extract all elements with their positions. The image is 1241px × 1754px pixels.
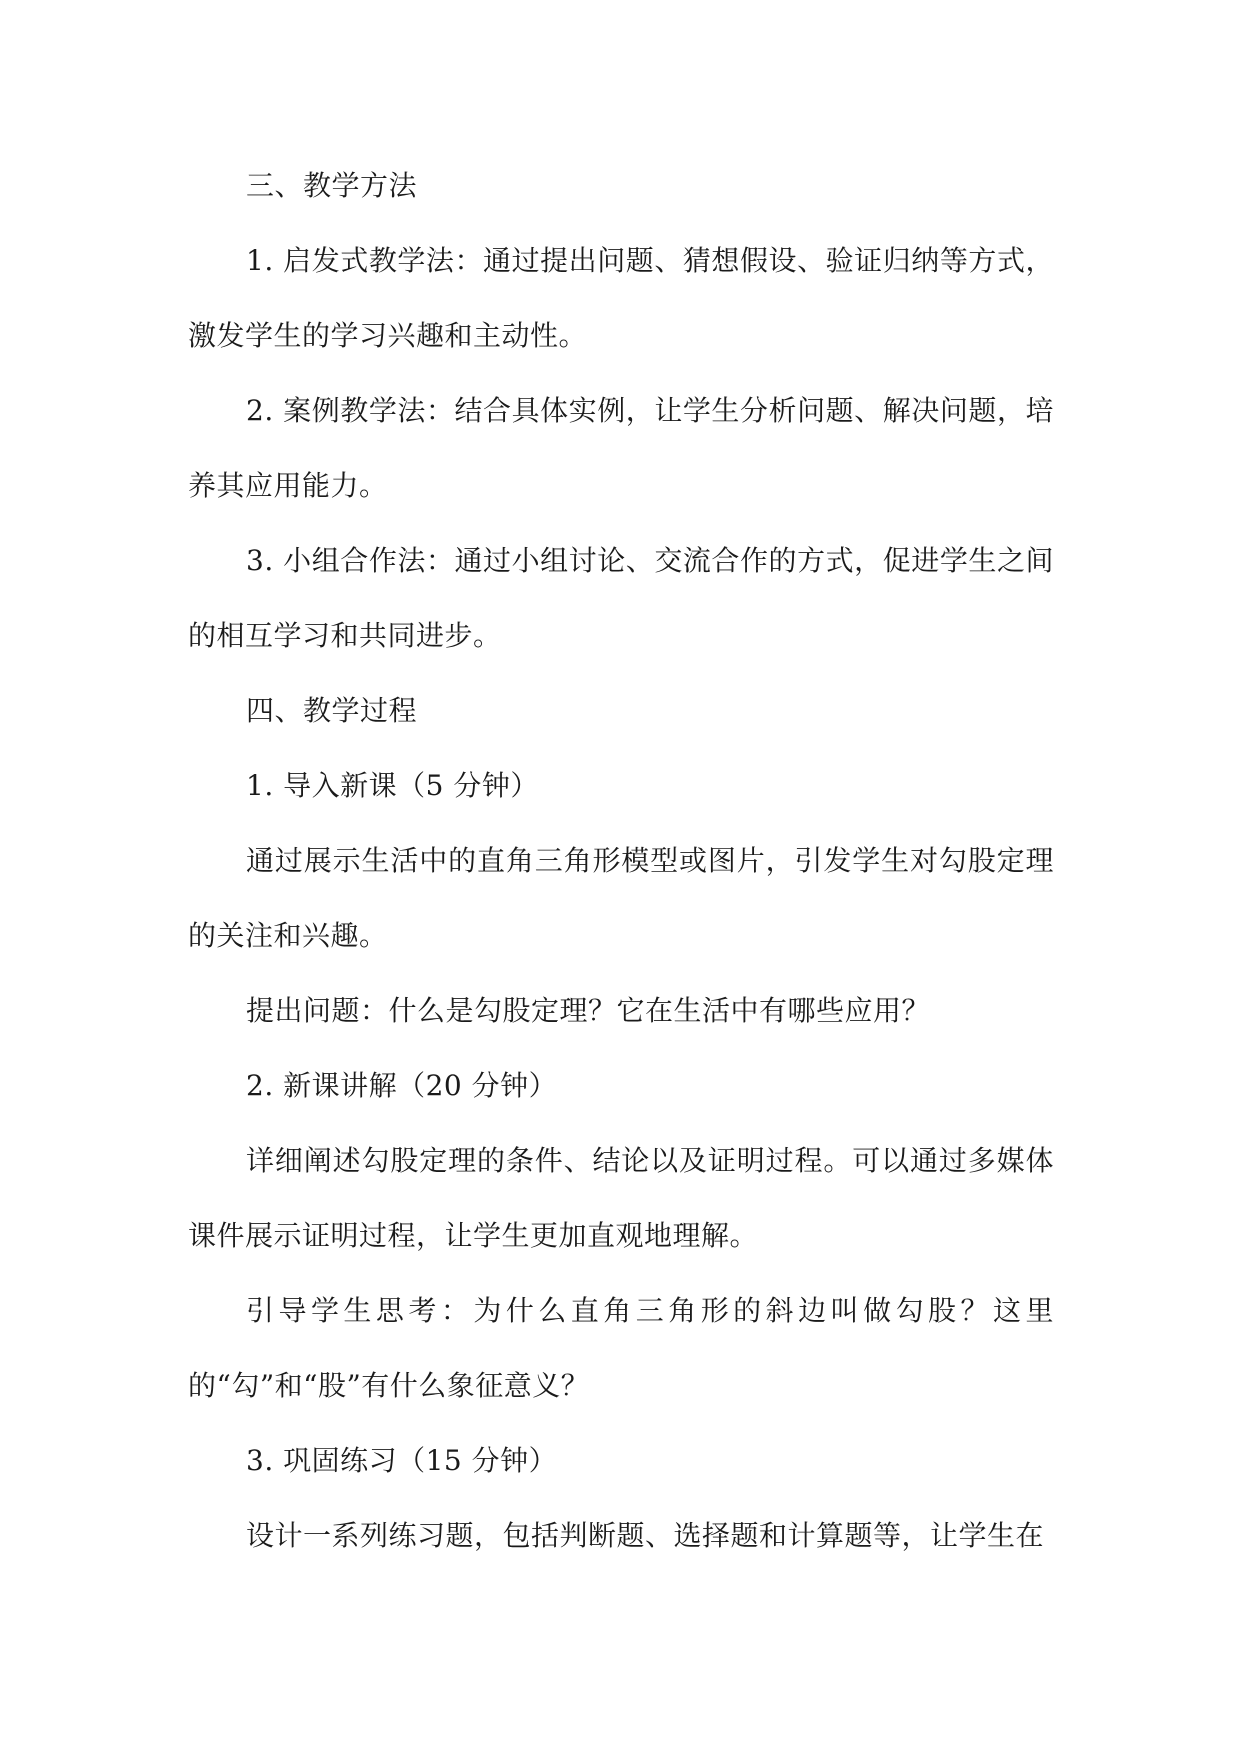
- paragraph-new-lesson: 2. 新课讲解（20 分钟）: [246, 1069, 558, 1102]
- section-heading-teaching-methods: 三、教学方法: [246, 169, 418, 202]
- paragraph-intro-detail: 通过展示生活中的直角三角形模型或图片，引发学生对勾股定理的关注和兴趣。: [188, 844, 1054, 952]
- paragraph-practice-detail: 设计一系列练习题，包括判断题、选择题和计算题等，让学生在: [246, 1519, 1045, 1552]
- paragraph-heuristic-method: 1. 启发式教学法：通过提出问题、猜想假设、验证归纳等方式，激发学生的学习兴趣和主动性。: [188, 244, 1054, 352]
- document-body: [188, 148, 1054, 1573]
- paragraph-case-method: 2. 案例教学法：结合具体实例，让学生分析问题、解决问题，培养其应用能力。: [188, 394, 1054, 502]
- paragraph-new-lesson-detail: 详细阐述勾股定理的条件、结论以及证明过程。可以通过多媒体课件展示证明过程，让学生更加直观地理解。: [188, 1144, 1054, 1252]
- paragraph-intro-lesson: 1. 导入新课（5 分钟）: [246, 769, 539, 802]
- paragraph-new-lesson-question: 引导学生思考：为什么直角三角形的斜边叫做勾股？这里的“勾”和“股”有什么象征意义？: [188, 1294, 1054, 1402]
- paragraph-practice: 3. 巩固练习（15 分钟）: [246, 1444, 558, 1477]
- paragraph-group-method: 3. 小组合作法：通过小组讨论、交流合作的方式，促进学生之间的相互学习和共同进步。: [188, 544, 1054, 652]
- section-heading-teaching-process: 四、教学过程: [246, 694, 418, 727]
- paragraph-intro-question: 提出问题：什么是勾股定理？它在生活中有哪些应用？: [246, 994, 931, 1027]
